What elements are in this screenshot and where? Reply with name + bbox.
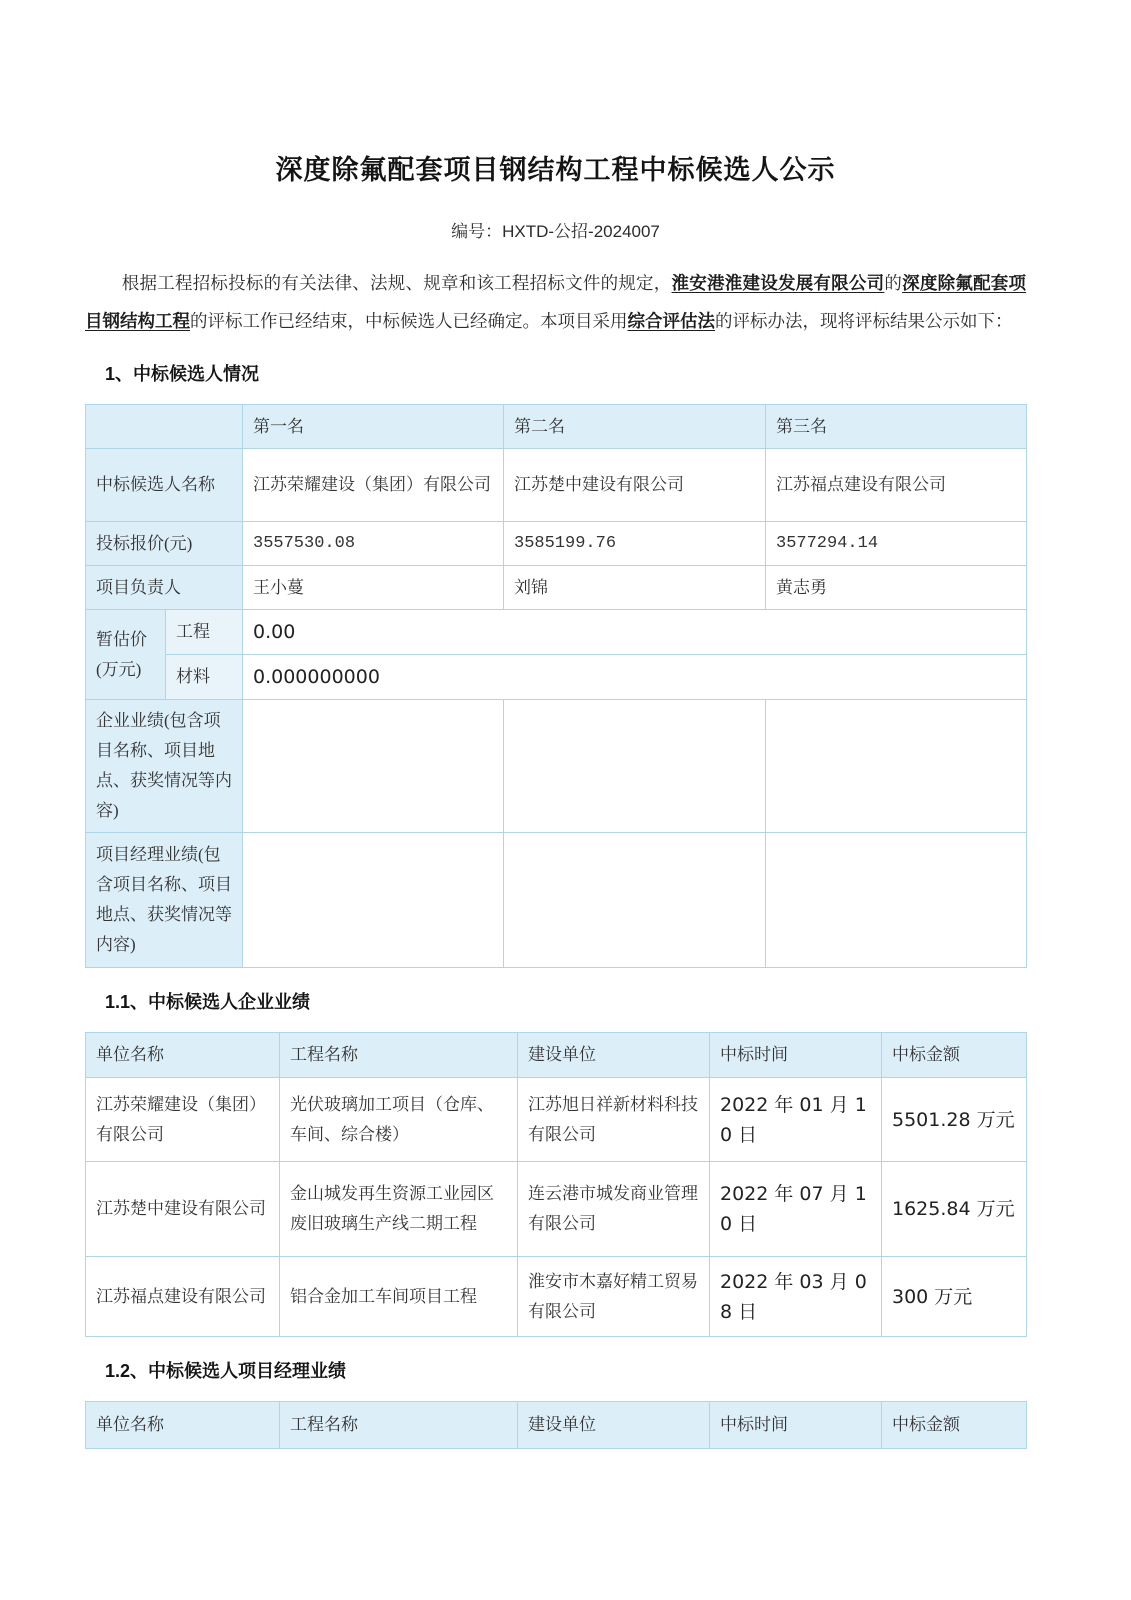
column-header: 单位名称	[86, 1033, 280, 1078]
section-1-2-heading: 1.2、中标候选人项目经理业绩	[105, 1361, 347, 1381]
table-row	[86, 655, 1027, 700]
project-manager-1: 王小蔓	[243, 566, 504, 610]
table-row	[86, 405, 1027, 449]
candidates-table	[85, 404, 1027, 968]
column-header: 中标时间	[710, 1033, 882, 1078]
project-name: 深度除氟配套项目钢结构工程	[85, 273, 1027, 331]
column-header: 建设单位	[518, 1402, 710, 1449]
bid-price-3: 3577294.14	[766, 522, 1027, 566]
unit-name: 江苏福点建设有限公司	[86, 1257, 280, 1337]
manager-performance-2	[504, 833, 766, 968]
owner-company-name: 淮安港淮建设发展有限公司	[671, 273, 885, 293]
company-performance-2	[504, 700, 766, 833]
bid-price-2: 3585199.76	[504, 522, 766, 566]
column-header: 建设单位	[518, 1033, 710, 1078]
section-1-heading: 1、中标候选人情况	[105, 364, 260, 384]
project-manager-2: 刘锦	[504, 566, 766, 610]
document-title: 深度除氟配套项目钢结构工程中标候选人公示	[275, 155, 836, 185]
row-label: 中标候选人名称	[86, 449, 243, 522]
award-date: 2022 年 03 月 08 日	[710, 1257, 882, 1337]
table-header-row	[86, 1033, 1027, 1078]
project-title: 金山城发再生资源工业园区废旧玻璃生产线二期工程	[280, 1162, 518, 1257]
manager-performance-1	[243, 833, 504, 968]
candidate-name-1: 江苏荣耀建设（集团）有限公司	[243, 449, 504, 522]
column-header: 中标金额	[882, 1402, 1027, 1449]
unit-name: 江苏楚中建设有限公司	[86, 1162, 280, 1257]
table-row	[86, 700, 1027, 833]
award-amount: 1625.84 万元	[882, 1162, 1027, 1257]
intro-paragraph	[85, 264, 1026, 340]
document-code: 编号：HXTD-公招-2024007	[451, 222, 660, 241]
column-header: 中标时间	[710, 1402, 882, 1449]
company-performance-1	[243, 700, 504, 833]
rank-header-1: 第一名	[243, 405, 504, 449]
corner-cell	[86, 405, 243, 449]
table-row	[86, 449, 1027, 522]
candidate-name-2: 江苏楚中建设有限公司	[504, 449, 766, 522]
intro-text-2: 的	[884, 273, 903, 293]
table-row	[86, 1257, 1027, 1337]
project-title: 光伏玻璃加工项目（仓库、车间、综合楼）	[280, 1078, 518, 1162]
manager-performance-table	[85, 1401, 1027, 1449]
row-label: 项目经理业绩(包含项目名称、项目地点、获奖情况等内容)	[86, 833, 243, 968]
estimate-value-material: 0.000000000	[243, 655, 1027, 700]
construction-unit: 连云港市城发商业管理有限公司	[518, 1162, 710, 1257]
award-amount: 300 万元	[882, 1257, 1027, 1337]
construction-unit: 淮安市木嘉好精工贸易有限公司	[518, 1257, 710, 1337]
row-label: 投标报价(元)	[86, 522, 243, 566]
estimate-sub-label-material: 材料	[166, 655, 243, 700]
table-row	[86, 833, 1027, 968]
table-header-row	[86, 1402, 1027, 1449]
estimate-value-engineering: 0.00	[243, 610, 1027, 655]
intro-text-1: 根据工程招标投标的有关法律、法规、规章和该工程招标文件的规定，	[121, 273, 672, 293]
table-row	[86, 1162, 1027, 1257]
award-date: 2022 年 07 月 10 日	[710, 1162, 882, 1257]
column-header: 工程名称	[280, 1402, 518, 1449]
award-date: 2022 年 01 月 10 日	[710, 1078, 882, 1162]
intro-text-3: 的评标工作已经结束，中标候选人已经确定。本项目采用	[190, 311, 628, 331]
company-performance-3	[766, 700, 1027, 833]
candidate-name-3: 江苏福点建设有限公司	[766, 449, 1027, 522]
section-1-1-heading: 1.1、中标候选人企业业绩	[105, 992, 311, 1012]
rank-header-2: 第二名	[504, 405, 766, 449]
row-label: 企业业绩(包含项目名称、项目地点、获奖情况等内容)	[86, 700, 243, 833]
column-header: 中标金额	[882, 1033, 1027, 1078]
table-row	[86, 566, 1027, 610]
award-amount: 5501.28 万元	[882, 1078, 1027, 1162]
intro-text-4: 的评标办法，现将评标结果公示如下：	[715, 311, 1013, 331]
row-label: 项目负责人	[86, 566, 243, 610]
rank-header-3: 第三名	[766, 405, 1027, 449]
project-title: 铝合金加工车间项目工程	[280, 1257, 518, 1337]
estimate-sub-label-engineering: 工程	[166, 610, 243, 655]
table-row	[86, 522, 1027, 566]
bid-price-1: 3557530.08	[243, 522, 504, 566]
project-manager-3: 黄志勇	[766, 566, 1027, 610]
evaluation-method: 综合评估法	[627, 311, 715, 331]
company-performance-table	[85, 1032, 1027, 1337]
table-row	[86, 1078, 1027, 1162]
unit-name: 江苏荣耀建设（集团）有限公司	[86, 1078, 280, 1162]
manager-performance-3	[766, 833, 1027, 968]
construction-unit: 江苏旭日祥新材料科技有限公司	[518, 1078, 710, 1162]
column-header: 工程名称	[280, 1033, 518, 1078]
row-label: 暂估价(万元)	[86, 610, 166, 700]
column-header: 单位名称	[86, 1402, 280, 1449]
table-row	[86, 610, 1027, 655]
